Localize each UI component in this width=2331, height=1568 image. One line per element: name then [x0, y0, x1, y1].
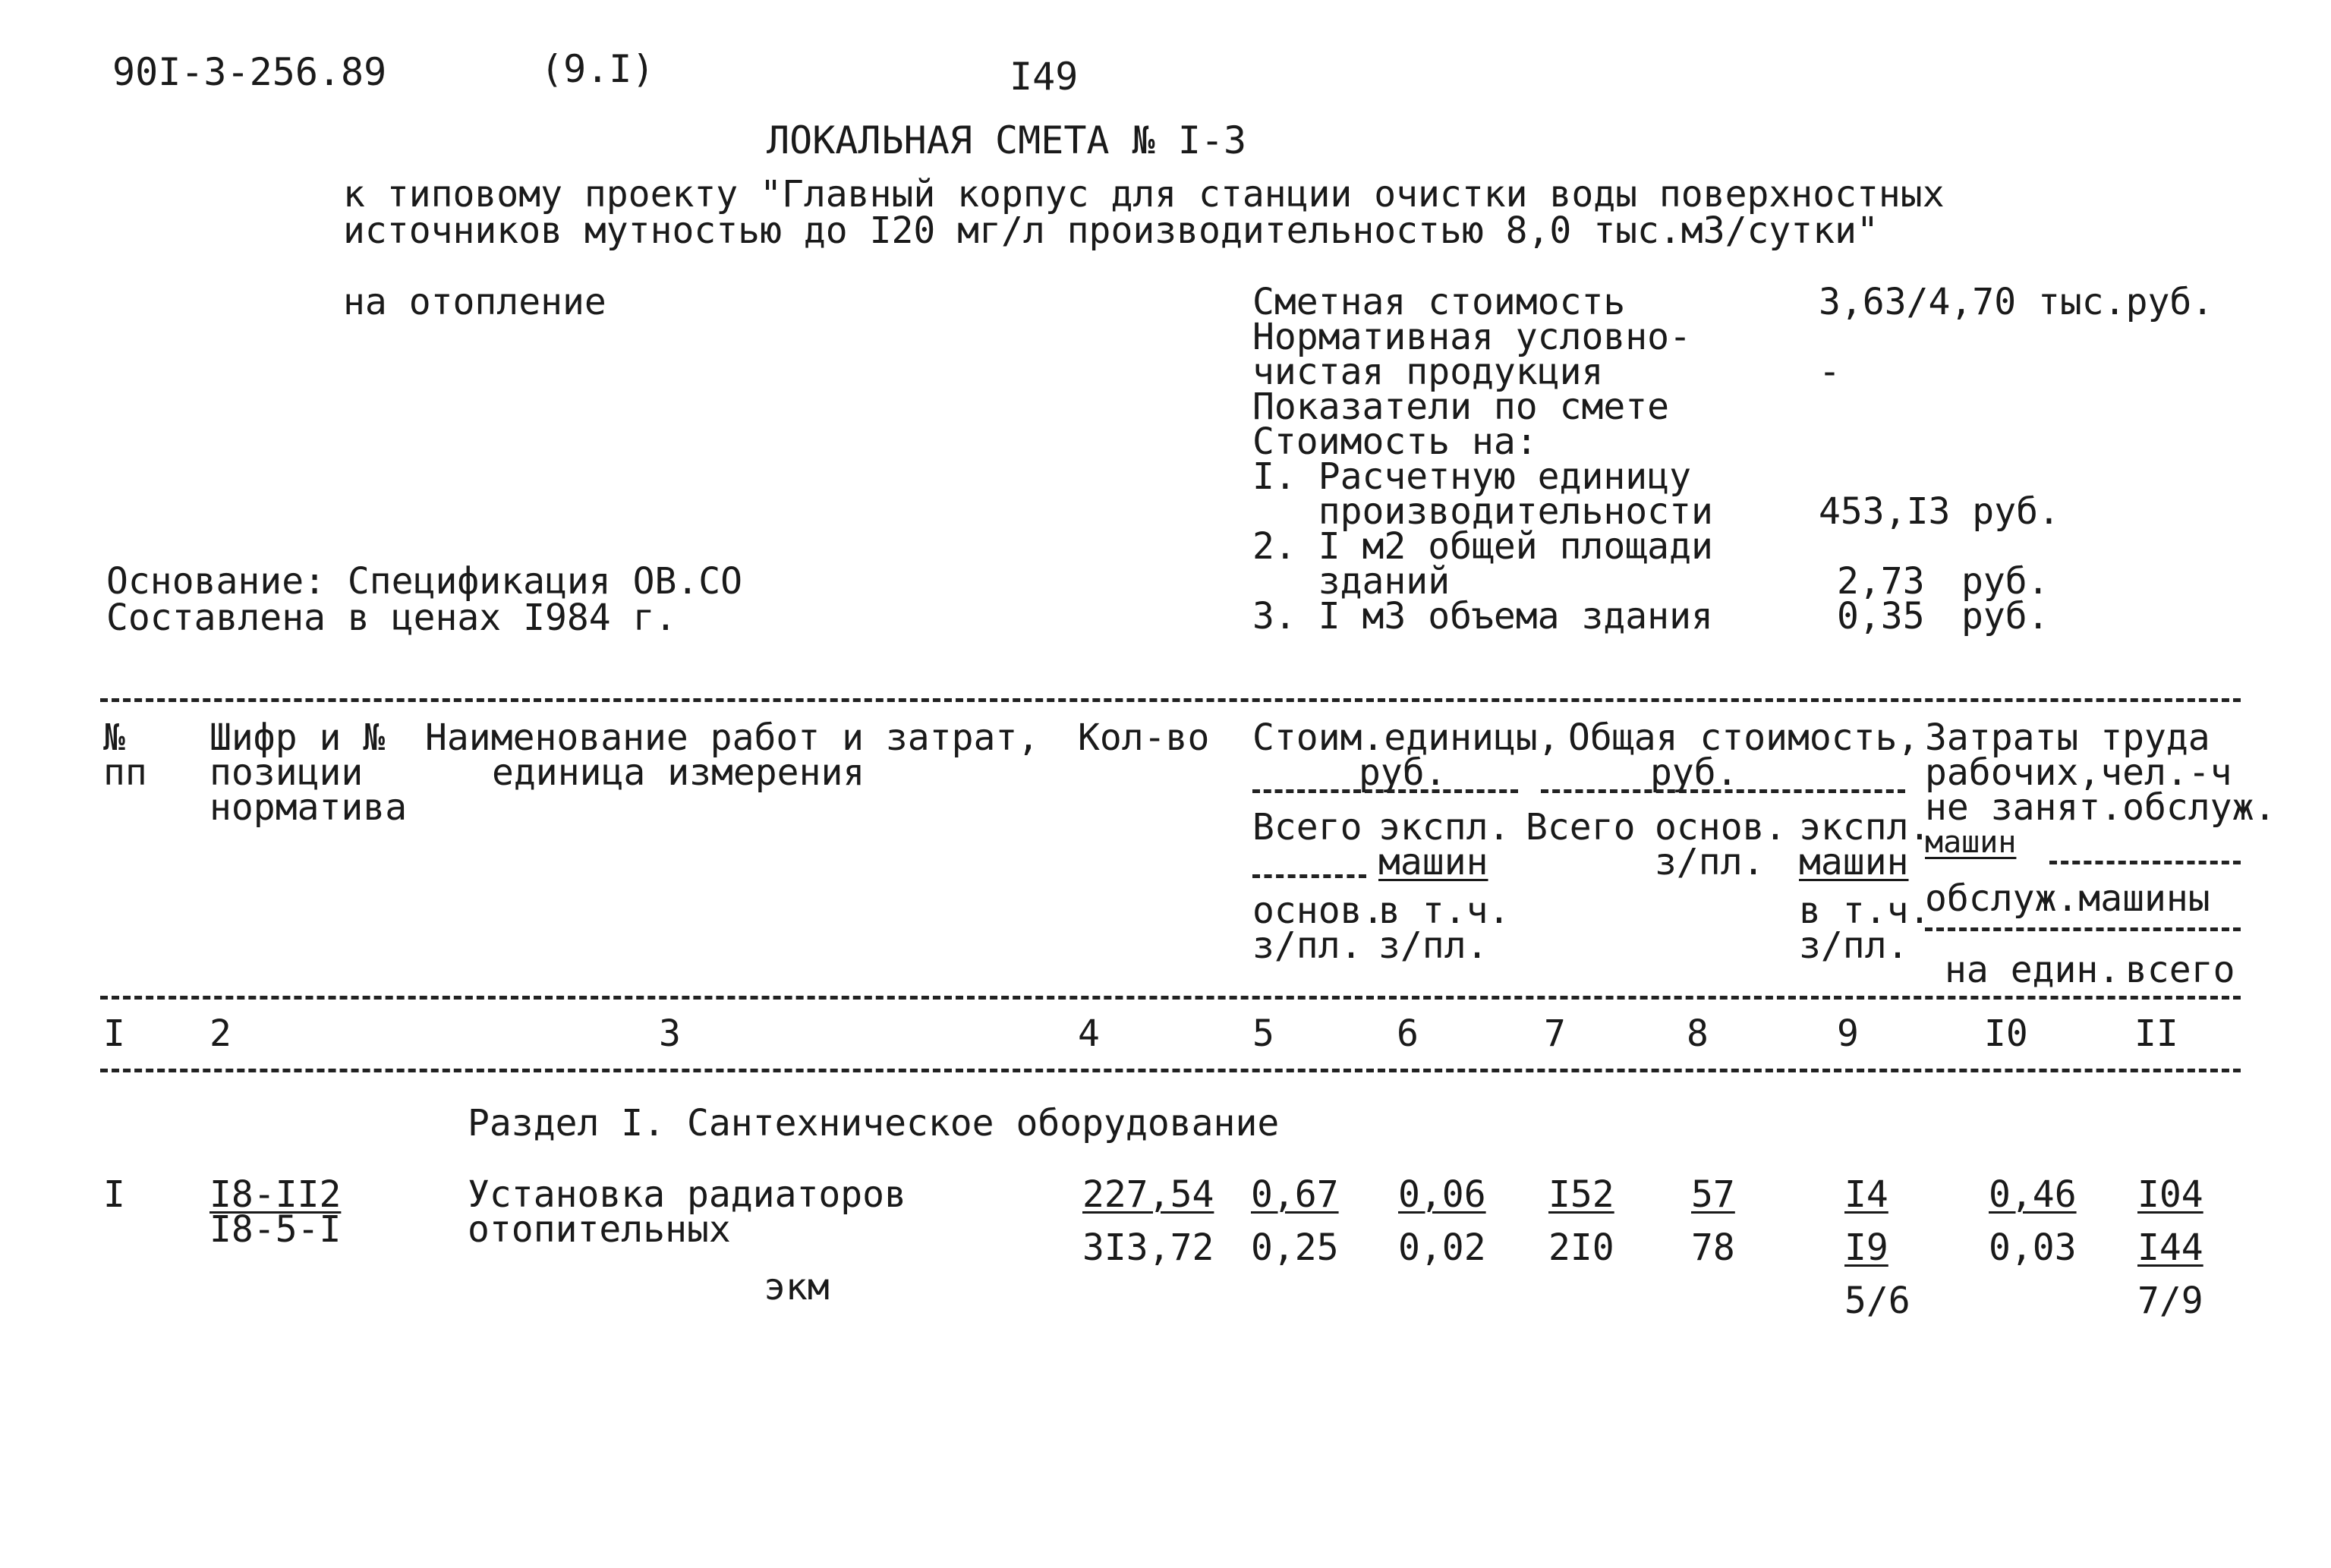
estimate-basis: Основание: Спецификация ОВ.СО: [106, 560, 743, 603]
col-name-header: Наименование работ и затрат,: [425, 716, 1040, 759]
total-cost-rule: [1541, 789, 1905, 793]
row-qty-2: 3I3,72: [1082, 1226, 1214, 1269]
sub-zpl-b-header: з/пл.: [1252, 924, 1362, 967]
row-c9-2: I9: [1844, 1226, 1888, 1269]
summary-line: I. Расчетную единицу: [1252, 455, 1691, 498]
row-name-2: отопительных: [468, 1208, 731, 1251]
column-number: 5: [1252, 1012, 1274, 1055]
row-c10-2: 0,03: [1989, 1226, 2077, 1269]
sub-machines-header: машин: [1378, 841, 1488, 883]
unit-cost-rub: руб.: [1359, 751, 1447, 794]
summary-line: Показатели по смете: [1252, 386, 1670, 428]
column-number: 9: [1837, 1012, 1859, 1055]
labor-header-3: не занят.обслуж.: [1925, 786, 2276, 829]
column-number: 3: [659, 1012, 681, 1055]
column-number: 6: [1397, 1012, 1419, 1055]
row-c5-1: 0,67: [1251, 1173, 1339, 1216]
estimate-purpose: на отопление: [343, 281, 606, 323]
col-qty-header: Кол-во: [1078, 716, 1210, 759]
summary-line: Сметная стоимость: [1252, 281, 1626, 323]
area-cost-unit: руб.: [1961, 560, 2049, 603]
section-title: Раздел I. Сантехническое оборудование: [468, 1102, 1280, 1145]
row-name-1: Установка радиаторов: [468, 1173, 906, 1216]
column-number: I: [103, 1012, 125, 1055]
row-c9-3: 5/6: [1844, 1280, 1910, 1322]
column-number: 7: [1544, 1012, 1566, 1055]
row-c6-1: 0,06: [1398, 1173, 1486, 1216]
row-c11-3: 7/9: [2137, 1280, 2203, 1322]
sub-vtch2-header: в т.ч.: [1799, 889, 1931, 932]
summary-line: Стоимость на:: [1252, 420, 1538, 463]
row-c8-1: 57: [1691, 1173, 1735, 1216]
sub-osnov-header: основ.: [1655, 806, 1787, 849]
col-number-header: №: [103, 716, 125, 759]
row-c9-1: I4: [1844, 1173, 1888, 1216]
row-code-1: I8-II2: [209, 1173, 342, 1216]
summary-line: чистая продукция: [1252, 351, 1604, 393]
labor-rule-2: [1925, 927, 2241, 931]
sub-expl-header: экспл.: [1378, 806, 1510, 849]
labor-header-4: машин: [1925, 825, 2017, 860]
summary-line: зданий: [1252, 560, 1451, 603]
sub-zpl-c-header: з/пл.: [1378, 924, 1488, 967]
row-qty-1: 227,54: [1082, 1173, 1214, 1216]
sub-zpl-d-header: з/пл.: [1799, 924, 1909, 967]
row-c11-2: I44: [2137, 1226, 2203, 1269]
document-title: ЛОКАЛЬНАЯ СМЕТА № I-3: [767, 118, 1247, 162]
row-c6-2: 0,02: [1398, 1226, 1486, 1269]
volume-cost-value: 0,35: [1837, 595, 1925, 638]
column-number: 2: [209, 1012, 232, 1055]
col-code-header: Шифр и №: [209, 716, 386, 759]
total-cost-header: Общая стоимость,: [1568, 716, 1920, 759]
sub-expl2-header: экспл.: [1799, 806, 1931, 849]
sub-osnov-b-header: основ.: [1252, 889, 1384, 932]
sub-total-header: Всего: [1252, 806, 1362, 849]
header-bottom-rule: [100, 996, 2241, 1000]
column-number: 8: [1687, 1012, 1709, 1055]
estimated-cost-value: 3,63/4,70 тыс.руб.: [1819, 281, 2214, 323]
subtitle-line-2: источников мутностью до I20 мг/л производительностью 8,0 тыс.м3/сутки": [343, 209, 1879, 252]
net-product-value: -: [1819, 351, 1841, 393]
row-c7-2: 2I0: [1548, 1226, 1614, 1269]
summary-line: 3. I м3 объема здания: [1252, 595, 1713, 638]
col-number-header-2: пп: [103, 751, 147, 794]
row-c11-1: I04: [2137, 1173, 2203, 1216]
labor-total-header: всего: [2125, 949, 2235, 991]
unit-cost-header: Стоим.единицы,: [1252, 716, 1560, 759]
area-cost-value: 2,73: [1837, 560, 1925, 603]
sub-zpl-header: з/пл.: [1655, 841, 1765, 883]
summary-line: Нормативная условно-: [1252, 316, 1691, 358]
column-number: I0: [1984, 1012, 2028, 1055]
volume-cost-unit: руб.: [1961, 595, 2049, 638]
row-c7-1: I52: [1548, 1173, 1614, 1216]
unit-cost-value: 453,I3 руб.: [1819, 490, 2060, 533]
price-level: Составлена в ценах I984 г.: [106, 597, 677, 639]
row-c8-2: 78: [1691, 1226, 1735, 1269]
col-name-header-2: единица измерения: [492, 751, 865, 794]
sub-rule-a: [1252, 874, 1366, 878]
unit-cost-rule: [1252, 789, 1518, 793]
labor-rule-1: [2049, 861, 2241, 864]
row-c5-2: 0,25: [1251, 1226, 1339, 1269]
labor-header: Затраты труда: [1925, 716, 2210, 759]
col-code-header-3: норматива: [209, 786, 408, 829]
labor-header-5: обслуж.машины: [1925, 877, 2210, 920]
col-code-header-2: позиции: [209, 751, 364, 794]
row-unit: экм: [764, 1266, 830, 1308]
column-number: 4: [1078, 1012, 1100, 1055]
row-number: I: [103, 1173, 125, 1216]
subtitle-line-1: к типовому проекту "Главный корпус для станции очистки воды поверхностных: [343, 173, 1945, 216]
section-code: (9.I): [540, 47, 655, 91]
summary-line: производительности: [1252, 490, 1713, 533]
labor-per-unit-header: на един.: [1945, 949, 2121, 991]
sub-vtch-header: в т.ч.: [1378, 889, 1510, 932]
sub-total2-header: Всего: [1526, 806, 1636, 849]
document-code: 90I-3-256.89: [112, 50, 387, 94]
row-c10-1: 0,46: [1989, 1173, 2077, 1216]
page-number: I49: [1010, 55, 1079, 99]
numbers-bottom-rule: [100, 1069, 2241, 1072]
summary-line: 2. I м2 общей площади: [1252, 525, 1713, 568]
labor-header-2: рабочих,чел.-ч: [1925, 751, 2232, 794]
column-number: II: [2134, 1012, 2178, 1055]
table-top-rule: [100, 698, 2241, 702]
row-code-2: I8-5-I: [209, 1208, 342, 1251]
sub-machines2-header: машин: [1799, 841, 1909, 883]
total-cost-rub: руб.: [1650, 751, 1738, 794]
